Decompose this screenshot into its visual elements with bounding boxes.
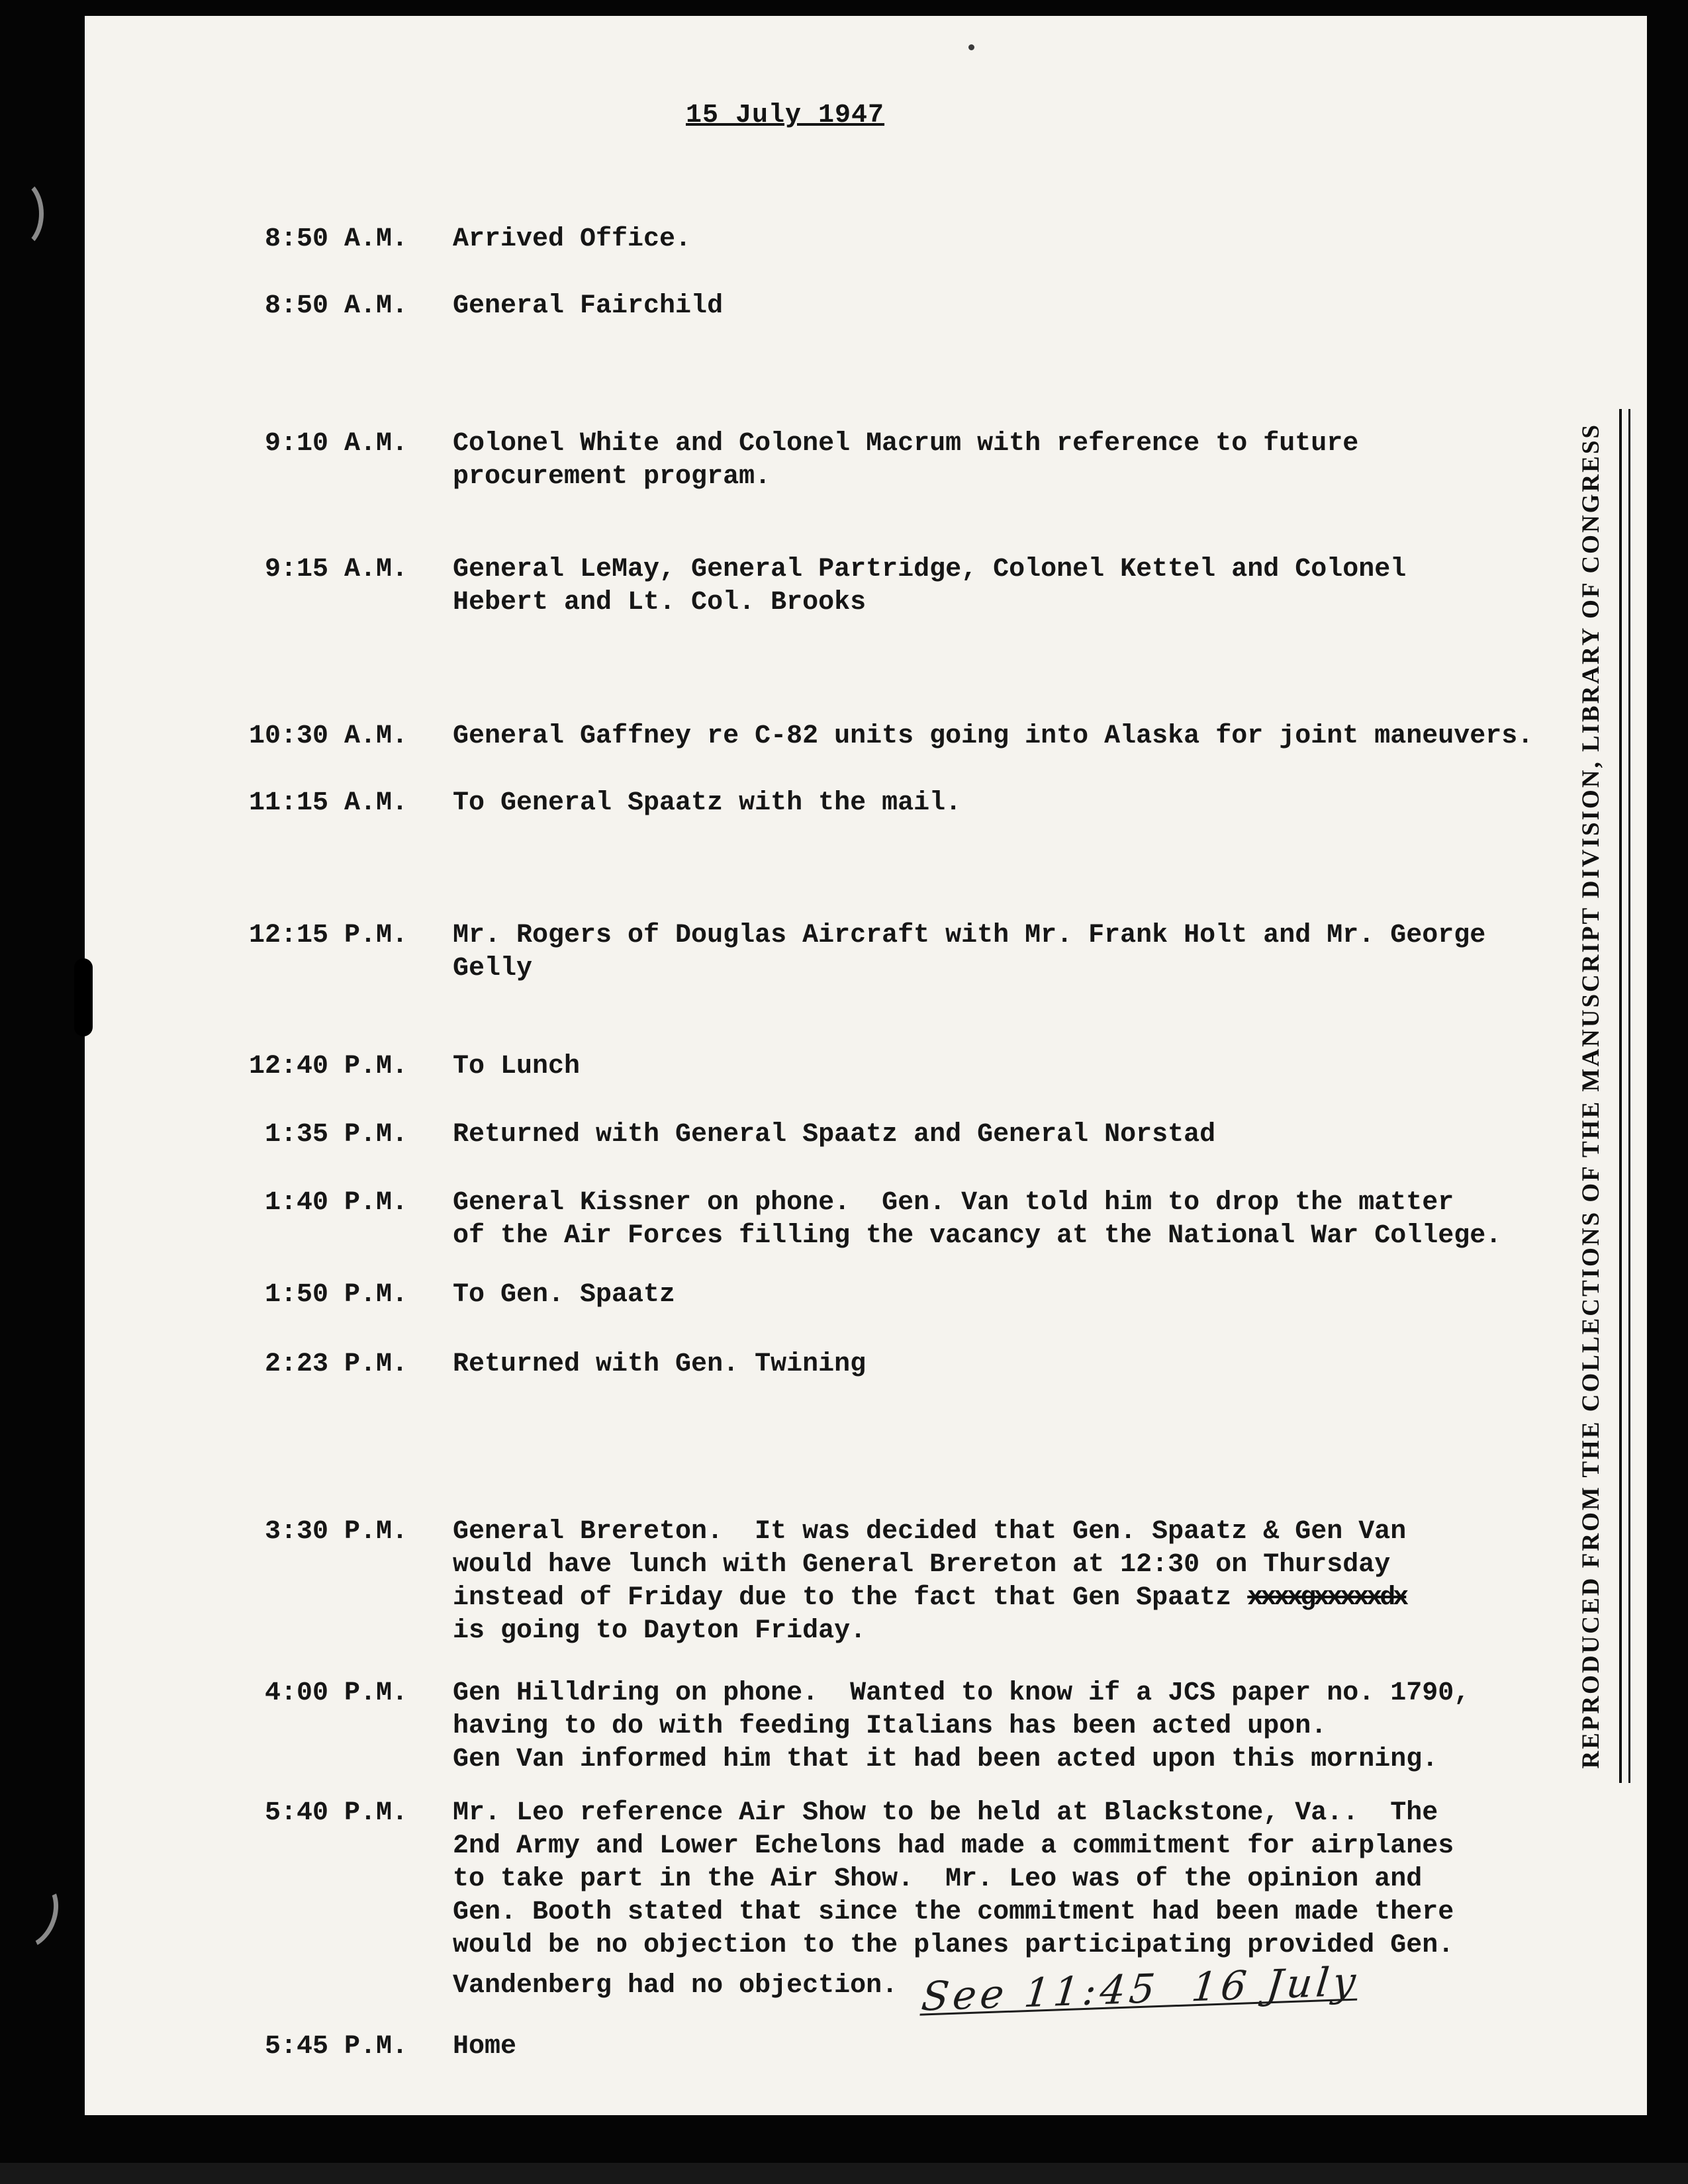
entry-text — [453, 290, 1578, 323]
scan-artifact — [0, 1870, 68, 1957]
entry-line: 2nd Army and Lower Echelons had made a commitment for airplanes — [453, 1831, 1454, 1861]
entry-time: 5:40 P.M. — [264, 1798, 408, 1828]
entry-line: Mr. Leo reference Air Show to be held at Blackstone, Va.. The — [453, 1798, 1438, 1828]
entry-line: General Gaffney re C-82 units going into Alaska for joint maneuvers. — [453, 721, 1534, 751]
entry-text — [453, 553, 1578, 619]
entry-line: General Kissner on phone. Gen. Van told him to drop the matter — [453, 1188, 1454, 1218]
entry-line: Colonel White and Colonel Macrum with reference to future — [453, 429, 1359, 459]
entry-line: procurement program. — [453, 462, 771, 492]
entry-text — [453, 1187, 1578, 1253]
entry-text — [453, 720, 1578, 753]
entry-time: 4:00 P.M. — [264, 1678, 408, 1708]
entry-time: 9:10 A.M. — [264, 429, 408, 459]
entry-line: Gelly — [453, 954, 533, 983]
entry-time: 1:50 P.M. — [264, 1280, 408, 1310]
entry-line: To Lunch — [453, 1052, 581, 1081]
sidebar-stamp — [1571, 409, 1610, 1783]
entry-line: Mr. Rogers of Douglas Aircraft with Mr. Frank Holt and Mr. George — [453, 921, 1486, 950]
entry-line: would have lunch with General Brereton at 12:30 on Thursday — [453, 1550, 1391, 1580]
entry-time: 12:15 P.M. — [248, 921, 408, 950]
entry-line: Gen Hilldring on phone. Wanted to know if a JCS paper no. 1790, — [453, 1678, 1470, 1708]
entry-text — [453, 1118, 1578, 1152]
stamp-rule — [1628, 409, 1630, 1783]
entry-time: 11:15 A.M. — [248, 788, 408, 818]
entry-line: General Fairchild — [453, 291, 724, 321]
entry-line: To Gen. Spaatz — [453, 1280, 676, 1310]
entry-line: Returned with General Spaatz and General Norstad — [453, 1120, 1216, 1150]
entry-text — [453, 1348, 1578, 1381]
entry-line: Gen Van informed him that it had been acted upon this morning. — [453, 1745, 1438, 1774]
entry-line: General LeMay, General Partridge, Colonel Kettel and Colonel — [453, 555, 1407, 584]
scan-edge — [0, 2163, 1688, 2184]
entry-text — [453, 1797, 1578, 2021]
entry-text — [453, 1279, 1578, 1312]
entry-line: of the Air Forces filling the vacancy at the National War College. — [453, 1221, 1502, 1251]
entry-time: 10:30 A.M. — [248, 721, 408, 751]
entry-text — [453, 1677, 1578, 1776]
entry-time: 9:15 A.M. — [264, 555, 408, 584]
page-title: 15 July 1947 — [686, 101, 885, 130]
entry-text — [453, 428, 1578, 494]
sidebar-stamp-text: REPRODUCED FROM THE COLLECTIONS OF THE MANUSCRIPT DIVISION, LIBRARY OF CONGRESS — [1577, 423, 1605, 1769]
entry-text — [453, 919, 1578, 985]
handwritten-note: See 11:45 16 July — [919, 1958, 1362, 2021]
entry-text — [453, 1516, 1578, 1648]
entry-line: would be no objection to the planes participating provided Gen. — [453, 1931, 1454, 1960]
entry-time: 1:35 P.M. — [264, 1120, 408, 1150]
entry-line: instead of Friday due to the fact that Gen Spaatz xxxxgxxxxxdx — [453, 1583, 1407, 1613]
overstruck-text: xxxxgxxxxxdx — [1247, 1583, 1407, 1613]
entry-line: to take part in the Air Show. Mr. Leo was of the opinion and — [453, 1864, 1423, 1894]
entry-text — [453, 1050, 1578, 1083]
entry-line: Gen. Booth stated that since the commitment had been made there — [453, 1897, 1454, 1927]
entry-time: 2:23 P.M. — [264, 1349, 408, 1379]
entry-line: Hebert and Lt. Col. Brooks — [453, 588, 867, 617]
scan-speck — [968, 44, 974, 50]
stamp-rule — [1619, 409, 1622, 1783]
scan-artifact — [0, 177, 44, 250]
entry-line: is going to Dayton Friday. — [453, 1616, 867, 1646]
entry-line: Vandenberg had no objection. See 11:45 16 July — [453, 1958, 1362, 2021]
entry-text — [453, 223, 1578, 256]
entry-time: 8:50 A.M. — [264, 224, 408, 254]
entry-time: 12:40 P.M. — [248, 1052, 408, 1081]
entry-line: Returned with Gen. Twining — [453, 1349, 867, 1379]
entry-line: Home — [453, 2032, 517, 2062]
entry-text — [453, 787, 1578, 820]
entry-line: having to do with feeding Italians has been acted upon. — [453, 1711, 1327, 1741]
scan-artifact — [74, 958, 93, 1036]
entry-time: 8:50 A.M. — [264, 291, 408, 321]
entry-line: General Brereton. It was decided that Gen. Spaatz & Gen Van — [453, 1517, 1407, 1547]
entry-time: 1:40 P.M. — [264, 1188, 408, 1218]
entry-time: 5:45 P.M. — [264, 2032, 408, 2062]
entry-line: Arrived Office. — [453, 224, 692, 254]
entry-text — [453, 2030, 1578, 2064]
document-page — [85, 16, 1647, 2115]
entry-line: To General Spaatz with the mail. — [453, 788, 962, 818]
entry-time: 3:30 P.M. — [264, 1517, 408, 1547]
